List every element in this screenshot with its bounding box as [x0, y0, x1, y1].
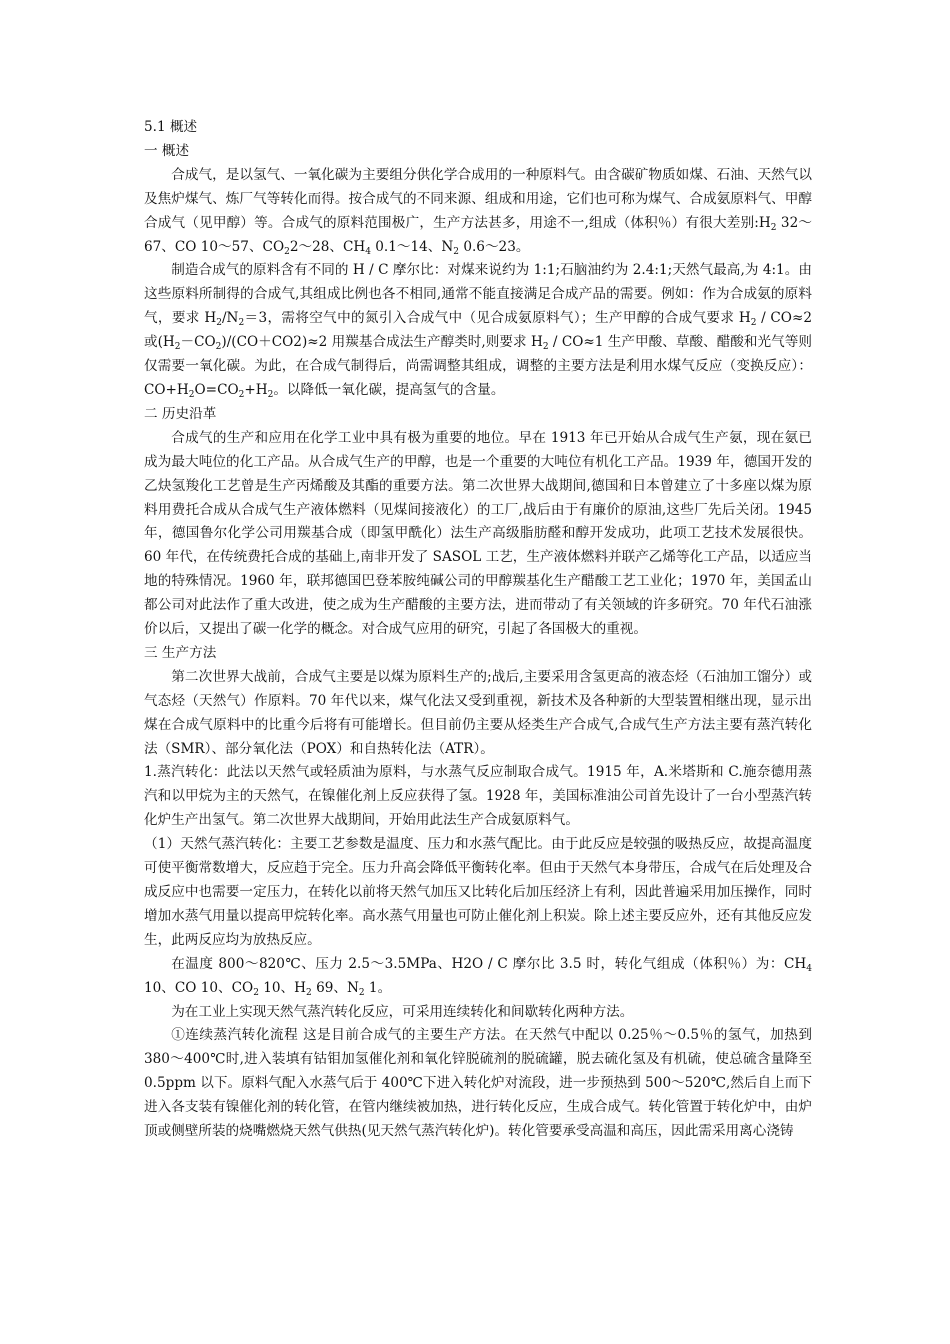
- section-1-heading: 一 概述: [144, 142, 190, 159]
- section-3-paragraph-3: （1）天然气蒸汽转化：主要工艺参数是温度、压力和水蒸气配比。由于此反应是较强的吸热反应，故提高温度可使平衡常数增大，反应趋于完全。压力升高会降低平衡转化率。但由于天然气本身带压，合成气在后处理及合成反应中也需要一定压力，在转化以前将天然气加压又比转化后加压经济上有利，因此普遍采用加压操作，同时增加水蒸气用量以提高甲烷转化率。高水蒸气用量也可防止催化剂上积炭。除上述主要反应外，还有其他反应发生，此两反应均为放热反应。: [144, 836, 812, 948]
- section-3-paragraph-6: ①连续蒸汽转化流程 这是目前合成气的主要生产方法。在天然气中配以 0.25％～0.5％的氢气，加热到 380～400℃时,进入装填有钴钼加氢催化剂和氧化锌脱硫剂的脱硫罐，脱去硫化氢及有机硫，使总硫含量降至 0.5ppm 以下。原料气配入水蒸气后于 400℃下进入转化炉对流段，进一步预热到 500～520℃,然后自上而下进入各支装有镍催化剂的转化管，在管内继续被加热，进行转化反应，生成合成气。转化管置于转化炉中，由炉顶或侧壁所装的烧嘴燃烧天然气供热(见天然气蒸汽转化炉)。转化管要承受高温和高压，因此需采用离心浇铸: [144, 1027, 812, 1140]
- chapter-heading: 5.1 概述: [144, 119, 198, 135]
- section-3-heading: 三 生产方法: [144, 644, 217, 661]
- section-1-paragraph-2: 制造合成气的原料含有不同的 H / C 摩尔比：对煤来说约为 1:1;石脑油约为 2.4:1;天然气最高,为 4:1。由这些原料所制得的合成气,其组成比例也各不相同,通常不能直接满足合成产品的需要。例如：作为合成氨的原料气，要求 $H_2/N_2=3$，需将空气中的氮引入合成气中（见合成氨原料气）；生产甲醇的合成气要求 $H_2 / CO\approx 2$ 或$(H_2-CO_2)/(CO+CO2)\approx 2$ 用羰基合成法生产醇类时,则要求 $H_2 / CO\approx 1$ 生产甲酸、草酸、醋酸和光气等则仅需要一氧化碳。为此，在合成气制得后，尚需调整其组成，调整的主要方法是利用水煤气反应（变换反应）：$CO+H_2O=CO_2+H_2$。以降低一氧化碳，提高氢气的含量。: [144, 262, 812, 400]
- section-2-heading: 二 历史沿革: [144, 405, 217, 422]
- section-1-paragraph-1: 合成气，是以氢气、一氧化碳为主要组分供化学合成用的一种原料气。由含碳矿物质如煤、石油、天然气以及焦炉煤气、炼厂气等转化而得。按合成气的不同来源、组成和用途，它们也可称为煤气、合成氨原料气、甲醇合成气（见甲醇）等。合成气的原料范围极广，生产方法甚多，用途不一,组成（体积％）有很大差别$:H_2$ 32～67、CO 10～57、$CO_22\sim 28$、$CH_4$ 0.1～14、$N_2$ 0.6～23。: [144, 166, 812, 257]
- section-2-paragraph-1: 合成气的生产和应用在化学工业中具有极为重要的地位。早在 1913 年已开始从合成气生产氨，现在氨已成为最大吨位的化工产品。从合成气生产的甲醇，也是一个重要的大吨位有机化工产品。1939 年，德国开发的乙炔氢羧化工艺曾是生产丙烯酸及其酯的重要方法。第二次世界大战期间,德国和日本曾建立了十多座以煤为原料用费托合成从合成气生产液体燃料（见煤间接液化）的工厂,战后由于有廉价的原油,这些厂先后关闭。1945 年，德国鲁尔化学公司用羰基合成（即氢甲酰化）法生产高级脂肪醛和醇开发成功，此项工艺技术发展很快。60 年代，在传统费托合成的基础上,南非开发了 SASOL 工艺，生产液体燃料并联产乙烯等化工产品，以适应当地的特殊情况。1960 年，联邦德国巴登苯胺纯碱公司的甲醇羰基化生产醋酸工艺工业化；1970 年，美国孟山都公司对此法作了重大改进，使之成为生产醋酸的主要方法，进而带动了有关领域的许多研究。70 年代石油涨价以后，又提出了碳一化学的概念。对合成气应用的研究，引起了各国极大的重视。: [144, 429, 812, 638]
- section-3-paragraph-4: 在温度 800～820℃、压力 2.5～3.5MPa、H2O / C 摩尔比 3.5 时，转化气组成（体积％）为：$CH_4$ 10、CO 10、$CO_2$ 10、$H_2$ 69、$N_2$ 1。: [144, 955, 812, 998]
- section-3-paragraph-5: 为在工业上实现天然气蒸汽转化反应，可采用连续转化和间歇转化两种方法。: [171, 1003, 634, 1020]
- section-3-paragraph-2: 1.蒸汽转化：此法以天然气或轻质油为原料，与水蒸气反应制取合成气。1915 年，A.米塔斯和 C.施奈德用蒸汽和以甲烷为主的天然气，在镍催化剂上反应获得了氢。1928 年，美国标准油公司首先设计了一台小型蒸汽转化炉生产出氢气。第二次世界大战期间，开始用此法生产合成氨原料气。: [144, 764, 812, 829]
- section-3-paragraph-1: 第二次世界大战前，合成气主要是以煤为原料生产的;战后,主要采用含氢更高的液态烃（石油加工馏分）或气态烃（天然气）作原料。70 年代以来，煤气化法又受到重视，新技术及各种新的大型装置相继出现，显示出煤在合成气原料中的比重今后将有可能增长。但目前仍主要从烃类生产合成气,合成气生产方法主要有蒸汽转化法（SMR）、部分氧化法（POX）和自热转化法（ATR）。: [144, 668, 812, 757]
